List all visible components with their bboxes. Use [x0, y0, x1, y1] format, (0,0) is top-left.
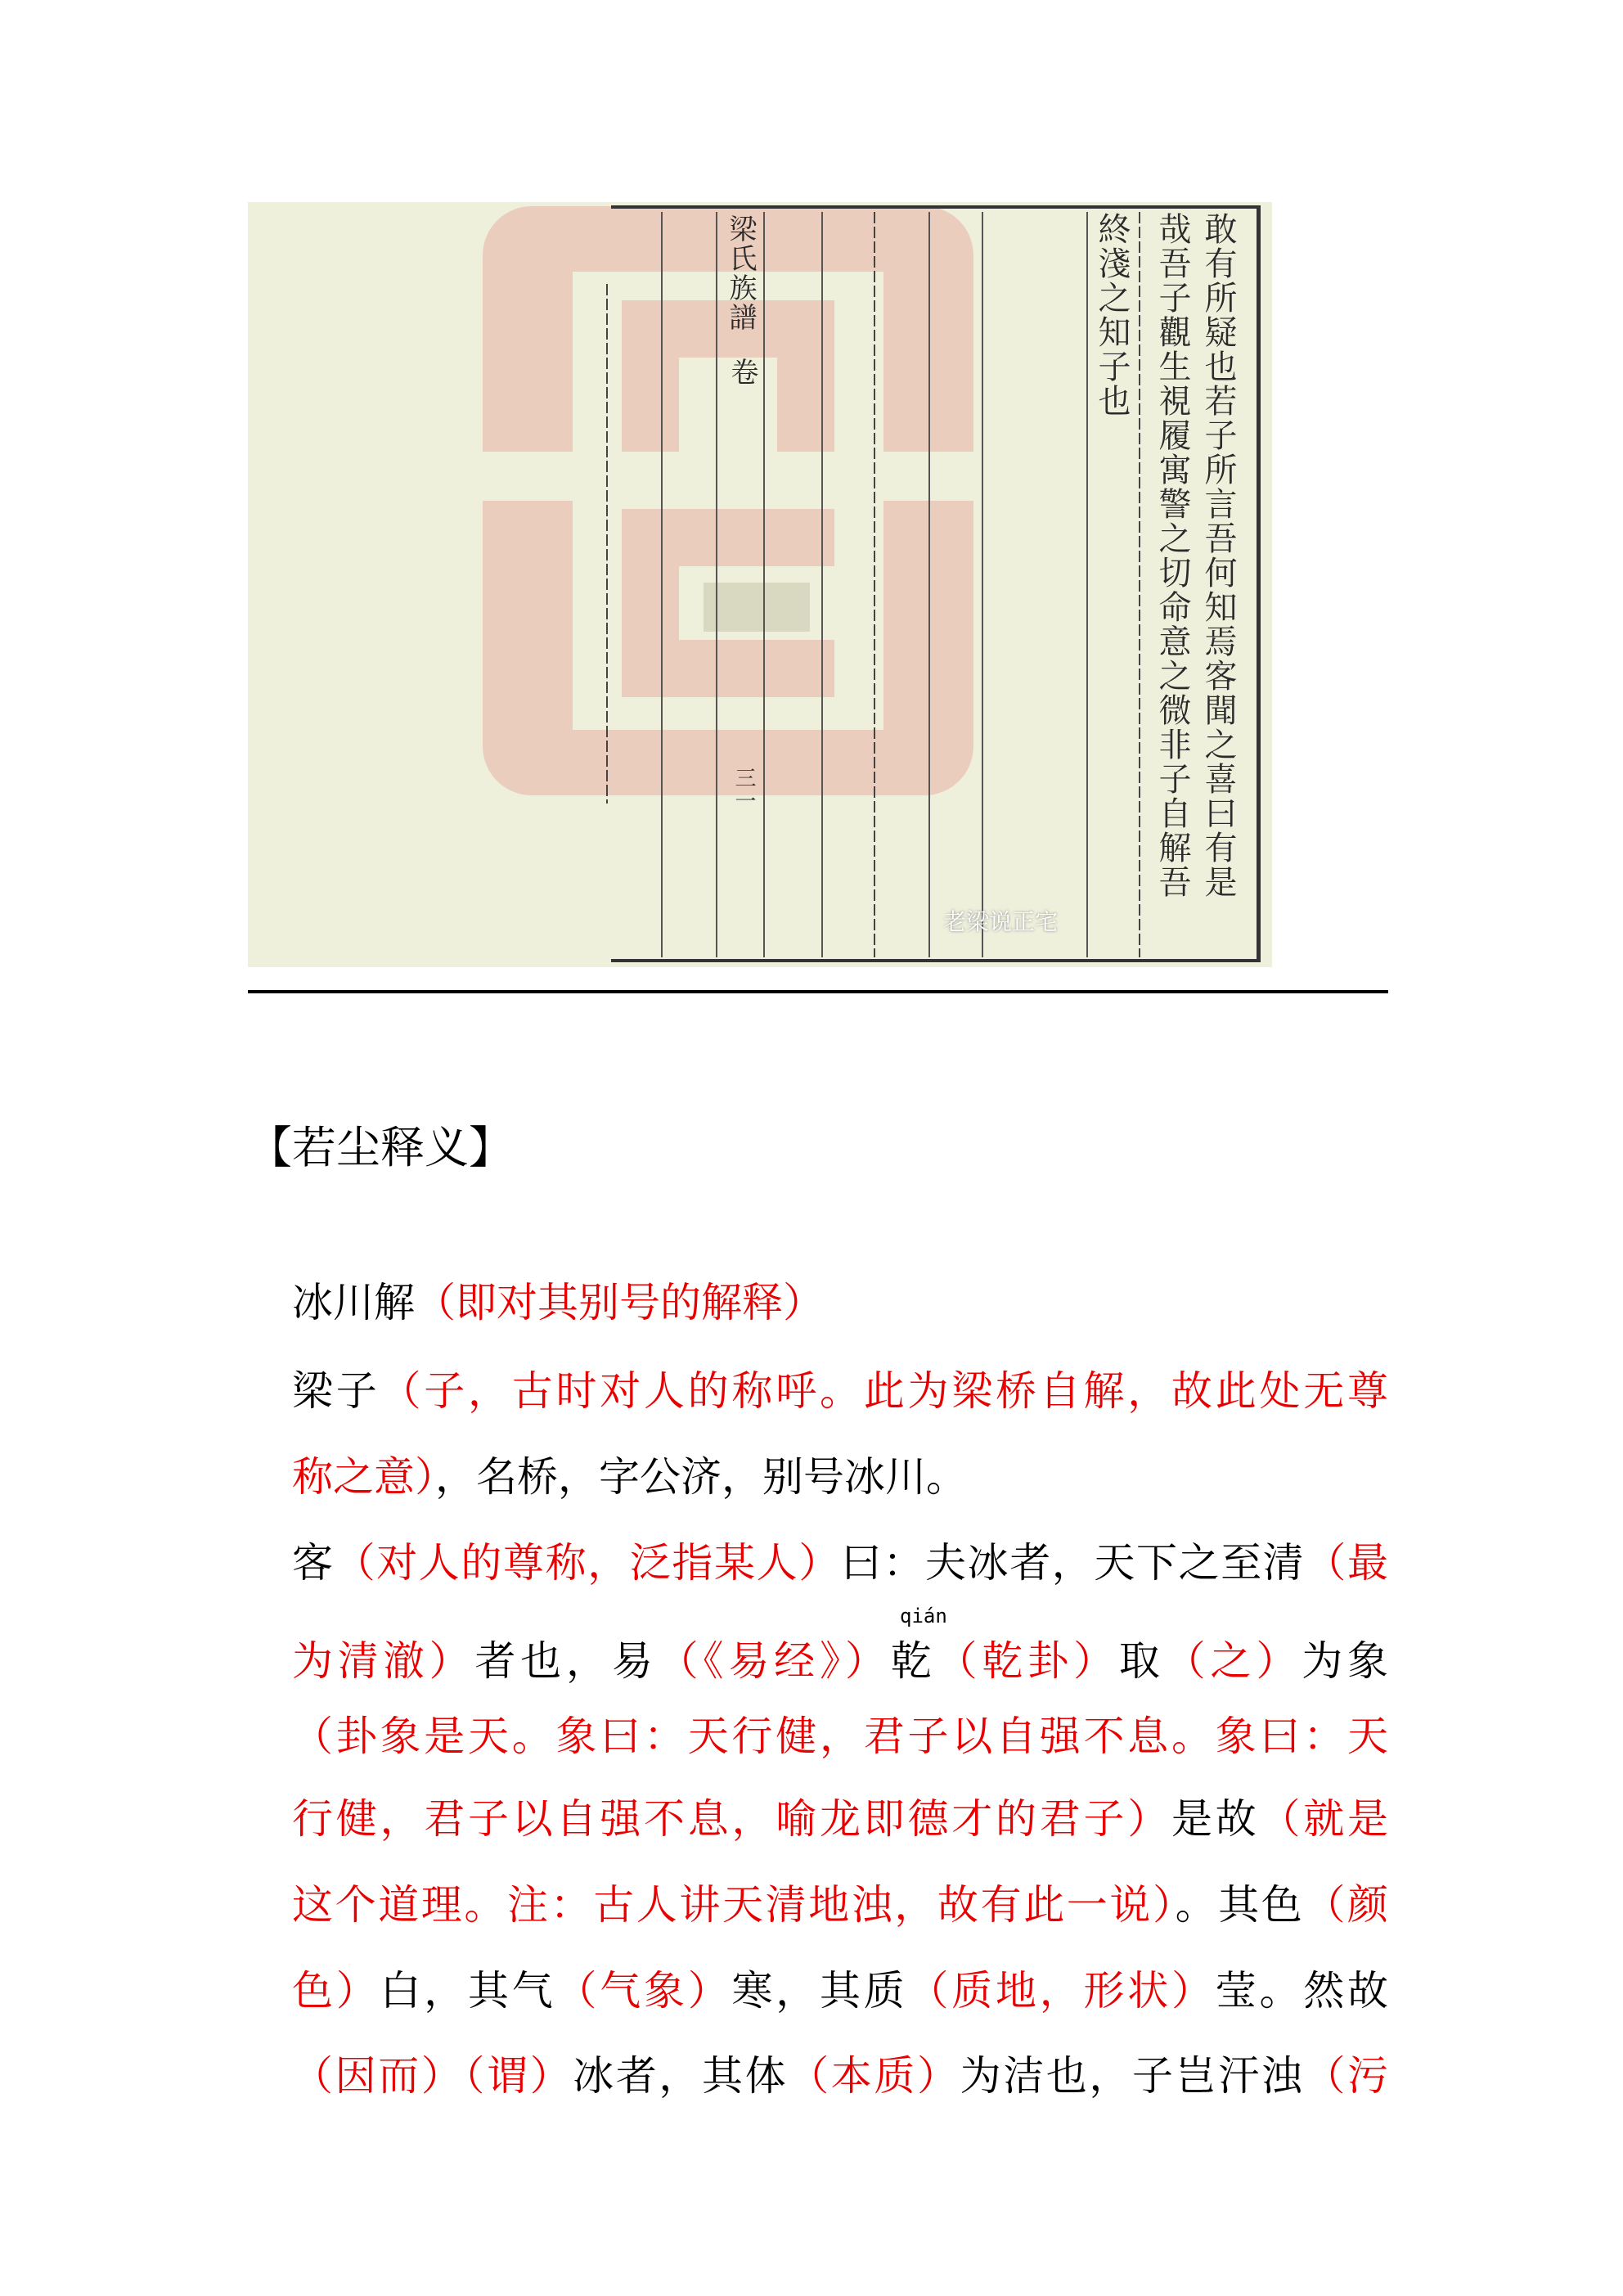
original-text: 者也，易 [474, 1637, 658, 1685]
annotation-text: （质地，形状） [907, 1967, 1216, 2015]
original-text: 白，其气 [380, 1967, 556, 2015]
original-text: 冰川解 [292, 1279, 415, 1326]
text-line [292, 1538, 1388, 1587]
annotation-text: （因而）（谓） [292, 2052, 573, 2100]
annotation-text: （颜 [1304, 1881, 1389, 1929]
text-column-1: 敢有所疑也若子所言吾何知焉客聞之喜曰有是 [1199, 212, 1237, 899]
original-text: 寒，其质 [731, 1967, 908, 2015]
text-line [292, 1712, 1388, 1761]
column-rule [821, 212, 823, 957]
original-text: 乾 [890, 1637, 937, 1685]
text-line [292, 1636, 1388, 1686]
annotation-text: （本质） [788, 2052, 960, 2100]
annotation-text: （对人的尊称，泛指某人） [334, 1539, 841, 1587]
original-text: 。其色 [1175, 1881, 1305, 1929]
scan-bottom-border [611, 959, 1261, 962]
original-text: ，名桥，字公济，别号冰川。 [435, 1453, 967, 1501]
annotation-text: （之） [1164, 1637, 1302, 1685]
column-rule [982, 212, 983, 957]
original-text: 为洁也，子岂汗浊 [960, 2052, 1305, 2100]
text-line [292, 2051, 1388, 2100]
annotation-text: （《易经》） [657, 1637, 891, 1685]
annotation-text: （卦象是天。象曰：天行健，君子以自强不息。象曰：天 [292, 1713, 1388, 1760]
column-rule [606, 284, 608, 804]
column-rule [874, 212, 875, 957]
text-line [292, 1880, 1388, 1929]
annotation-text: 称之意） [292, 1453, 435, 1501]
original-text: 客 [292, 1539, 335, 1587]
original-text: 冰者，其体 [573, 2052, 789, 2100]
original-text: 梁子 [292, 1367, 380, 1415]
volume-mark: 卷 [726, 358, 758, 387]
column-rule [763, 212, 765, 957]
column-rule [928, 212, 930, 957]
column-rule [661, 212, 663, 957]
annotation-text: （气象） [555, 1967, 732, 2015]
watermark-text: 老梁说正宅 [943, 908, 1059, 935]
book-title-column: 梁氏族譜 [724, 214, 757, 332]
annotation-text: 色） [292, 1967, 380, 2015]
column-rule [716, 212, 717, 957]
annotation-text: （最 [1305, 1539, 1389, 1587]
scan-right-border [1257, 205, 1261, 962]
annotation-text: 这个道理。注：古人讲天清地浊，故有此一说） [292, 1881, 1176, 1929]
text-line [292, 1366, 1388, 1416]
annotation-text: （就是 [1259, 1795, 1388, 1843]
annotation-text: （乾卦） [936, 1637, 1119, 1685]
annotation-text: （子，古时对人的称呼。此为梁桥自解，故此处无尊 [380, 1367, 1388, 1415]
original-text: 莹。然故 [1215, 1967, 1388, 2015]
page-number: 三一 [731, 767, 756, 813]
annotation-text: （即对其别号的解释） [415, 1279, 824, 1326]
pinyin-annotation: qián [900, 1605, 947, 1627]
horizontal-divider [248, 990, 1388, 993]
text-column-3: 終淺之知子也 [1093, 212, 1131, 418]
text-line [292, 1278, 1388, 1327]
text-line [292, 1452, 1388, 1501]
annotation-text: 行健，君子以自强不息，喻龙即德才的君子） [292, 1795, 1171, 1843]
text-line [292, 1794, 1388, 1844]
annotation-text: 为清澈） [292, 1637, 475, 1685]
scan-top-border [611, 205, 1261, 209]
annotation-text: （污 [1304, 2052, 1389, 2100]
text-line [292, 1966, 1388, 2015]
section-heading: 【若尘释义】 [248, 1122, 513, 1173]
original-text: 曰：夫冰者，天下之至清 [840, 1539, 1306, 1587]
original-text: 为象 [1302, 1637, 1389, 1685]
original-text: 是故 [1171, 1795, 1260, 1843]
column-rule [1086, 212, 1088, 957]
column-rule [1139, 212, 1140, 957]
text-column-2: 哉吾子觀生視履寓警之切命意之微非子自解吾 [1153, 212, 1191, 899]
original-text: 取 [1118, 1637, 1165, 1685]
genealogy-scan-image [248, 202, 1272, 967]
